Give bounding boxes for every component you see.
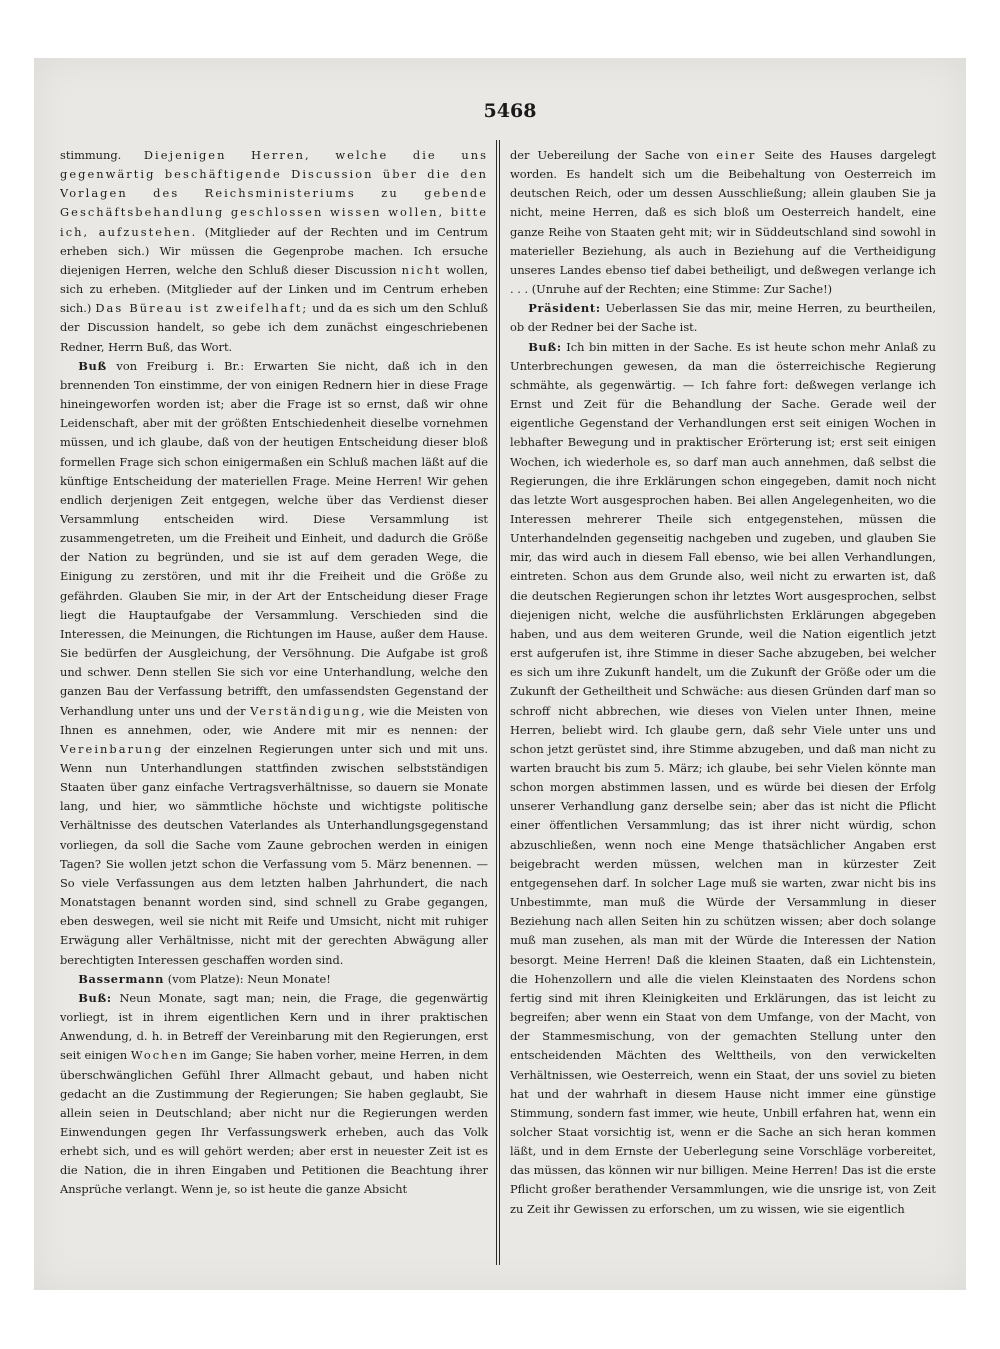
speaker-name: Präsident: <box>528 301 601 316</box>
text-run: von Freiburg i. Br.: Erwarten Sie nicht, daß ich in den brennenden Ton einstimme, der von einigen Rednern hier in diese Frage hineingeworfen worden ist; aber die Frage ist so ernst, daß wir ohne Leidenschaft, aber mit der größten Entschiedenheit dieselbe vornehmen müssen, und ich glaube, daß von der heutigen Entscheidung dieser bloß formellen Frage sich schon einigermaßen ein Schluß machen läßt auf die künftige Entscheidung der materiellen Frage. Meine Herren! Wir gehen endlich derjenigen Zeit entgegen, welche über das Verdienst dieser Versammlung entscheiden wird. Diese Versammlung ist zusammengetreten, um die Freiheit und Einheit, und dadurch die Größe der Nation zu begründen, und sie ist auf dem geraden Wege, die Einigung zu zerstören, und mit ihr die Freiheit und die Größe zu gefährden. Glauben Sie mir, in der Art der Entscheidung dieser Frage liegt die Hauptaufgabe der Versammlung. Verschieden sind die Interessen, die Meinungen, die Richtungen im Hause, außer dem Hause. Sie bedürfen der Ausgleichung, der Versöhnung. Die Aufgabe ist groß und schwer. Denn stellen Sie sich vor eine Unterhandlung, welche den ganzen Bau der Verfassung betrifft, den umfassendsten Gegenstand der Verhandlung unter uns und der <box>60 358 488 718</box>
spaced-emphasis: Diejenigen Herren, welche die uns gegenwärtig beschäftigende Discussion über die den Vorlagen des Reichsministeriums zu gebende Geschäftsbehandlung geschlossen wissen wollen, bitte ich, aufzustehen. <box>60 148 488 239</box>
text-run: Ich bin mitten in der Sache. Es ist heute schon mehr Anlaß zu Unterbrechungen gewesen, da man die österreichische Regierung schmähte, als gegenwärtig. — Ich fahre fort: deßwegen verlange ich Ernst und Zeit für die Behandlung der Sache. Gerade weil der eigentliche Gegenstand der Verhandlungen erst seit einigen Wochen in lebhafter Bewegung und in praktischer Erörterung ist; erst seit einigen Wochen, ich wiederhole es, so darf man auch annehmen, daß selbst die Regierungen, die ihre Erklärungen schon eingegeben, damit noch nicht das letzte Wort ausgesprochen haben. Bei allen Angelegenheiten, wo die Interessen mehrerer Theile sich entgegenstehen, müssen die Unterhandelnden gegenseitig nachgeben und zugeben, und glauben Sie mir, das wird auch in diesem Fall ebenso, wie bei allen Verhandlungen, eintreten. Schon aus dem Grunde also, weil nicht zu erwarten ist, daß die deutschen Regierungen schon ihr letztes Wort ausgesprochen, selbst diejenigen nicht, welche die ausführlichsten Erklärungen abgegeben haben, und aus dem weiteren Grunde, weil die Nation eigentlich jetzt erst aufgerufen ist, ihre Stimme in dieser Sache abzugeben, bei welcher es sich um ihre Zukunft handelt, um die Zukunft der Größe oder um die Zukunft der Getheiltheit und Schwäche: aus diesen Gründen darf man so schroff nicht abbrechen, wie dieses von Vielen unter Ihnen, meine Herren, beliebt wird. Ich glaube gern, daß sehr Viele unter uns und schon jetzt gerüstet sind, ihre Stimme abzugeben, und daß man nicht zu warten braucht bis zum 5. März; ich glaube, bei sehr Vielen könnte man schon morgen abstimmen lassen, und es würde bei diesen der Erfolg unserer Verhandlung ganz derselbe sein; aber das ist nicht die Pflicht einer öffentlichen Versammlung; das ist ihrer nicht würdig, schon abzuschließen, wenn noch eine Menge thatsächlicher Angaben erst beigebracht werden müssen, welchen man in kürzester Zeit entgegensehen darf. In solcher Lage muß sie warten, zwar nicht bis ins Unbestimmte, man muß die Würde der Versammlung in dieser Beziehung nach allen Seiten hin zu schützen wissen; aber doch solange muß man zusehen, als man mit der Würde die Interessen der Nation besorgt. Meine Herren! Daß die kleinen Staaten, daß ein Lichtenstein, die Hohenzollern und alle die vielen Kleinstaaten des Nordens schon fertig sind mit ihren Kleinigkeiten und Erklärungen, das ist leicht zu begreifen; aber wenn ein Staat von dem Umfange, von der Macht, von der Stammesmischung, von der gemachten Stellung unter den entscheidenden Mächten des Welttheils, von den verwickelten Verhältnissen, wie Oesterreich, wenn ein Staat, der uns soviel zu bieten hat und der wahrhaft in diesem Hause nicht immer eine günstige Stimmung, sondern fast immer, wie heute, Unbill erfahren hat, wenn ein solcher Staat vorsichtig ist, wenn er die Sache an sich heran kommen läßt, und in dem Ernste der Ueberlegung seine Vorschläge vorbereitet, das müssen, das können wir nur billigen. Meine Herren! Das ist die erste Pflicht großer berathender Versammlungen, wie die unsrige ist, von Zeit zu Zeit ihr Gewissen zu erforschen, um zu wissen, wie sie eigentlich <box>510 339 936 1216</box>
spaced-emphasis: Das Büreau ist zweifelhaft; <box>95 301 309 316</box>
text-column-right <box>510 146 936 1262</box>
text-column-left <box>60 146 488 1262</box>
paragraph <box>60 357 488 970</box>
paragraph <box>510 146 936 299</box>
paragraph <box>510 299 936 337</box>
spaced-emphasis: nicht <box>401 262 442 277</box>
spaced-emphasis: Wochen <box>130 1048 189 1063</box>
text-run: der einzelnen Regierungen unter sich und mit uns. Wenn nun Unterhandlungen stattfinden zwischen selbstständigen Staaten über ganz einfache Vertragsverhältnisse, so dauern sie Monate lang, und hier, wo sämmtliche höchste und wichtigste politische Verhältnisse des deutschen Vaterlandes als Unterhandlungsgegenstand vorliegen, da soll die Sache vom Zaune gebrochen werden in einigen Tagen? Sie wollen jetzt schon die Verfassung vom 5. März benennen. — So viele Verfassungen aus dem letzten halben Jahrhundert, die nach Monatstagen benannt worden sind, sind schnell zu Grabe gegangen, eben deswegen, weil sie nicht mit Reife und Umsicht, nicht mit ruhiger Erwägung aller Verhältnisse, nicht mit der gerechten Abwägung aller berechtigten Interessen geschaffen worden sind. <box>60 741 488 967</box>
speaker-name: Buß <box>78 358 107 373</box>
spaced-emphasis: Verständigung <box>250 703 361 718</box>
text-run: (Mitglieder auf der Rechten und im Centrum erheben sich.) Wir müssen die Gegenprobe machen. Ich ersuche diejenigen Herren, welche den Schluß dieser Discussion <box>60 224 488 277</box>
spaced-emphasis: einer <box>716 148 757 162</box>
text-run: der Uebereilung der Sache von <box>510 148 717 162</box>
column-divider <box>496 140 497 1265</box>
paragraph <box>60 146 488 357</box>
text-run: wollen, sich zu erheben. (Mitglieder auf der Linken und im Centrum erheben sich.) <box>60 262 488 316</box>
text-run: (vom Platze): Neun Monate! <box>164 971 331 986</box>
speaker-name: Buß: <box>528 339 562 354</box>
text-run: , wie die Meisten von Ihnen es annehmen, oder, wie Andere mit mir es nennen: der <box>60 703 488 737</box>
paragraph <box>60 989 488 1200</box>
text-run: im Gange; Sie haben vorher, meine Herren, in dem überschwänglichen Gefühl Ihrer Allmacht gebaut, und haben nicht gedacht an die Zustimmung der Regierungen; Sie haben geglaubt, Sie allein seien in Deutschland; aber nicht nur die Regierungen werden Einwendungen gegen Ihr Verfassungswerk erheben, auch das Volk erhebt sich, und es will gehört werden; aber erst in neuester Zeit ist es die Nation, die in ihren Eingaben und Petitionen die Beachtung ihrer Ansprüche verlangt. Wenn je, so ist heute die ganze Absicht <box>60 1048 488 1197</box>
paragraph <box>60 970 488 989</box>
text-run: Neun Monate, sagt man; nein, die Frage, die gegenwärtig vorliegt, ist in ihrem eigentlichen Kern und in ihrer praktischen Anwendung, d. h. in Betreff der Vereinbarung mit den Regierungen, erst seit einigen <box>60 990 488 1063</box>
text-run: stimmung. <box>60 148 144 162</box>
spaced-emphasis: Vereinbarung <box>60 741 164 756</box>
text-run: Seite des Hauses dargelegt worden. Es handelt sich um die Beibehaltung von Oesterreich im deutschen Reich, oder um dessen Ausschließung; allein glauben Sie ja nicht, meine Herren, daß es sich bloß um Oesterreich handelt, eine ganze Reihe von Staaten geht mit; wir in Süddeutschland sind sowohl in materieller Beziehung, als auch in Beziehung auf die Vertheidigung unseres Landes ebenso tief dabei betheiligt, und deßwegen verlange ich . . . (Unruhe auf der Rechten; eine Stimme: Zur Sache!) <box>510 148 936 297</box>
page-number: 5468 <box>483 100 537 122</box>
text-run: Ueberlassen Sie das mir, meine Herren, zu beurtheilen, ob der Redner bei der Sache ist. <box>510 301 936 335</box>
speaker-name: Buß: <box>78 990 112 1005</box>
text-run: und da es sich um den Schluß der Discussion handelt, so gebe ich dem zunächst eingeschriebenen Redner, Herrn Buß, das Wort. <box>60 301 488 354</box>
speaker-name: Bassermann <box>78 971 165 986</box>
paragraph <box>510 338 936 1219</box>
column-divider-second-rule <box>499 140 500 1265</box>
